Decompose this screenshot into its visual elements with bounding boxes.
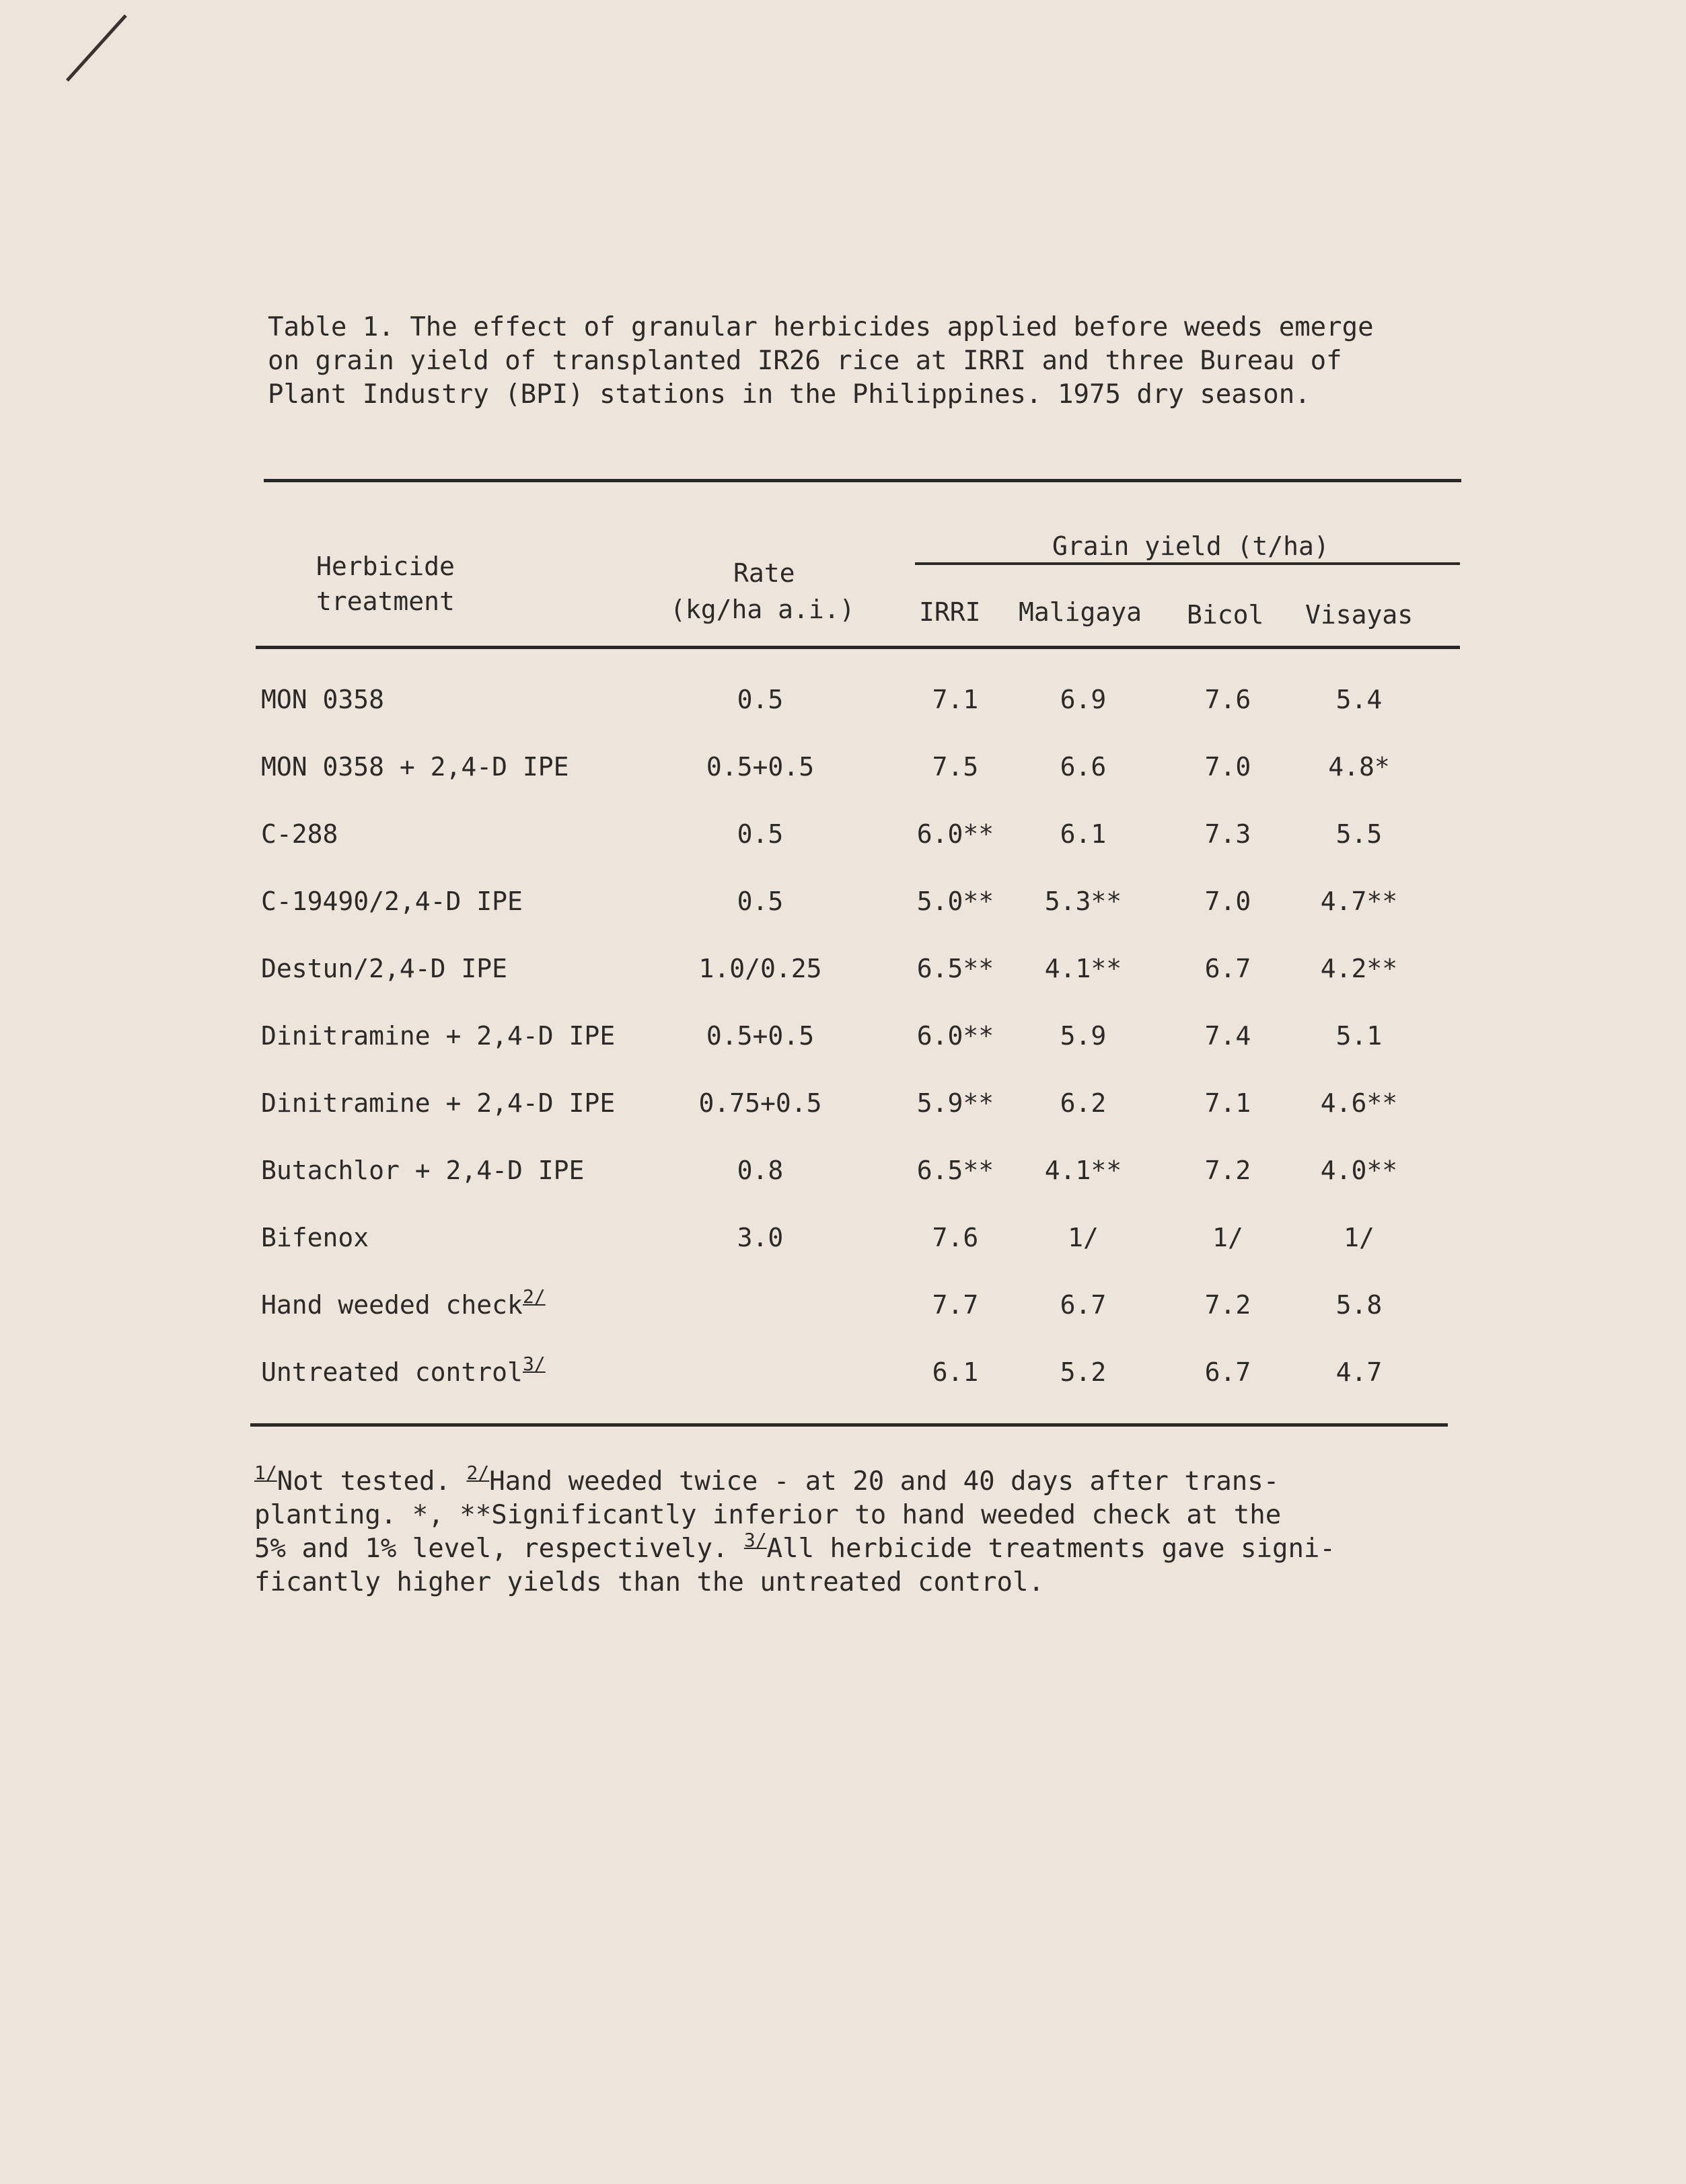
bicol-cell: 1/ [1212, 1223, 1243, 1252]
footnote-marker-2: 2/ [466, 1462, 490, 1484]
treatment-cell [261, 685, 384, 714]
bicol-cell: 7.2 [1204, 1290, 1251, 1320]
treatment-text: C-288 [261, 819, 338, 849]
irri-cell: 6.0** [916, 819, 994, 849]
footnote-line-3-a: 5% and 1% level, respectively. [254, 1534, 729, 1564]
bottom-rule [250, 1423, 1448, 1427]
visayas-cell: 4.7 [1335, 1357, 1383, 1387]
rate-cell: 0.5+0.5 [706, 752, 815, 782]
table-caption [268, 311, 1479, 412]
yield-group-rule [915, 562, 1460, 565]
bicol-cell: 7.3 [1204, 819, 1251, 849]
treatment-cell [261, 954, 507, 983]
irri-cell: 6.1 [932, 1357, 979, 1387]
footnote-line-3 [254, 1529, 1465, 1566]
rate-cell: 0.5 [737, 887, 784, 916]
treatment-text: Butachlor + 2,4-D IPE [261, 1156, 585, 1185]
rate-cell: 3.0 [737, 1223, 784, 1252]
irri-cell: 6.5** [916, 954, 994, 983]
maligaya-cell: 6.1 [1060, 819, 1107, 849]
bicol-cell: 6.7 [1204, 1357, 1251, 1387]
footnote-1-text: Not tested. [277, 1466, 451, 1497]
header-visayas: Visayas [1305, 600, 1414, 630]
treatment-text: MON 0358 + 2,4-D IPE [261, 752, 569, 782]
visayas-cell: 4.0** [1320, 1156, 1398, 1185]
treatment-cell [261, 1156, 584, 1185]
visayas-cell: 5.1 [1335, 1021, 1383, 1051]
maligaya-cell: 5.2 [1060, 1357, 1107, 1387]
treatment-cell [261, 1285, 546, 1320]
maligaya-cell: 6.9 [1060, 685, 1107, 714]
footnote-line-3-b: All herbicide treatments gave signi- [766, 1534, 1335, 1564]
header-grain-yield: Grain yield (t/ha) [1052, 531, 1329, 561]
treatment-text: Dinitramine + 2,4-D IPE [261, 1088, 616, 1118]
treatment-cell [261, 1088, 615, 1118]
pen-mark [66, 14, 135, 89]
irri-cell: 7.5 [932, 752, 979, 782]
footnotes [254, 1462, 1465, 1599]
irri-cell: 5.0** [916, 887, 994, 916]
bicol-cell: 7.1 [1204, 1088, 1251, 1118]
caption-line-2: on grain yield of transplanted IR26 rice at IRRI and three Bureau of [268, 346, 1342, 376]
treatment-text: Dinitramine + 2,4-D IPE [261, 1021, 616, 1051]
caption-line-3: Plant Industry (BPI) stations in the Philippines. 1975 dry season. [268, 379, 1311, 410]
treatment-cell [261, 887, 523, 916]
bicol-cell: 7.2 [1204, 1156, 1251, 1185]
header-maligaya: Maligaya [1019, 597, 1142, 627]
footnote-marker-3: 3/ [743, 1529, 767, 1551]
header-treatment-line1: Herbicide [316, 552, 455, 581]
bicol-cell: 7.0 [1204, 887, 1251, 916]
header-rate-line1: Rate [733, 558, 795, 588]
bicol-cell: 7.4 [1204, 1021, 1251, 1051]
header-treatment-line2: treatment [316, 587, 455, 616]
bicol-cell: 6.7 [1204, 954, 1251, 983]
footnote-ref: 2/ [522, 1285, 546, 1308]
header-rate-line2: (kg/ha a.i.) [670, 595, 855, 624]
footnote-marker-1: 1/ [254, 1462, 277, 1484]
visayas-cell: 5.4 [1335, 685, 1383, 714]
header-rule [256, 646, 1460, 649]
rate-cell: 0.75+0.5 [698, 1088, 822, 1118]
visayas-cell: 1/ [1344, 1223, 1375, 1252]
caption-line-1: Table 1. The effect of granular herbicides applied before weeds emerge [268, 312, 1374, 342]
irri-cell: 7.1 [932, 685, 979, 714]
irri-cell: 7.6 [932, 1223, 979, 1252]
maligaya-cell: 5.3** [1044, 887, 1122, 916]
maligaya-cell: 4.1** [1044, 1156, 1122, 1185]
header-irri: IRRI [919, 597, 981, 627]
visayas-cell: 5.8 [1335, 1290, 1383, 1320]
irri-cell: 7.7 [932, 1290, 979, 1320]
visayas-cell: 4.2** [1320, 954, 1398, 983]
treatment-text: Untreated control [261, 1357, 523, 1387]
rate-cell: 0.5 [737, 685, 784, 714]
rate-cell: 0.5 [737, 819, 784, 849]
bicol-cell: 7.6 [1204, 685, 1251, 714]
treatment-cell [261, 1353, 546, 1387]
rate-cell: 0.5+0.5 [706, 1021, 815, 1051]
rate-cell: 1.0/0.25 [698, 954, 822, 983]
top-rule [264, 479, 1461, 482]
treatment-text: Hand weeded check [261, 1290, 523, 1320]
footnote-2-text: Hand weeded twice - at 20 and 40 days after trans- [489, 1466, 1280, 1497]
footnote-ref: 3/ [522, 1353, 546, 1375]
maligaya-cell: 6.6 [1060, 752, 1107, 782]
treatment-cell [261, 819, 338, 849]
treatment-cell [261, 1021, 615, 1051]
treatment-cell [261, 1223, 369, 1252]
footnote-line-2: planting. *, **Significantly inferior to hand weeded check at the [254, 1500, 1282, 1530]
visayas-cell: 5.5 [1335, 819, 1383, 849]
treatment-cell [261, 752, 569, 782]
visayas-cell: 4.6** [1320, 1088, 1398, 1118]
footnote-line-4: ficantly higher yields than the untreated control. [254, 1567, 1044, 1597]
irri-cell: 6.0** [916, 1021, 994, 1051]
irri-cell: 6.5** [916, 1156, 994, 1185]
visayas-cell: 4.8* [1328, 752, 1390, 782]
treatment-text: MON 0358 [261, 685, 385, 714]
visayas-cell: 4.7** [1320, 887, 1398, 916]
treatment-text: Bifenox [261, 1223, 369, 1252]
header-bicol: Bicol [1187, 600, 1264, 630]
maligaya-cell: 6.7 [1060, 1290, 1107, 1320]
maligaya-cell: 4.1** [1044, 954, 1122, 983]
maligaya-cell: 5.9 [1060, 1021, 1107, 1051]
treatment-text: Destun/2,4-D IPE [261, 954, 508, 983]
rate-cell: 0.8 [737, 1156, 784, 1185]
maligaya-cell: 6.2 [1060, 1088, 1107, 1118]
irri-cell: 5.9** [916, 1088, 994, 1118]
treatment-text: C-19490/2,4-D IPE [261, 887, 523, 916]
maligaya-cell: 1/ [1068, 1223, 1099, 1252]
footnote-line-1 [254, 1462, 1465, 1499]
bicol-cell: 7.0 [1204, 752, 1251, 782]
